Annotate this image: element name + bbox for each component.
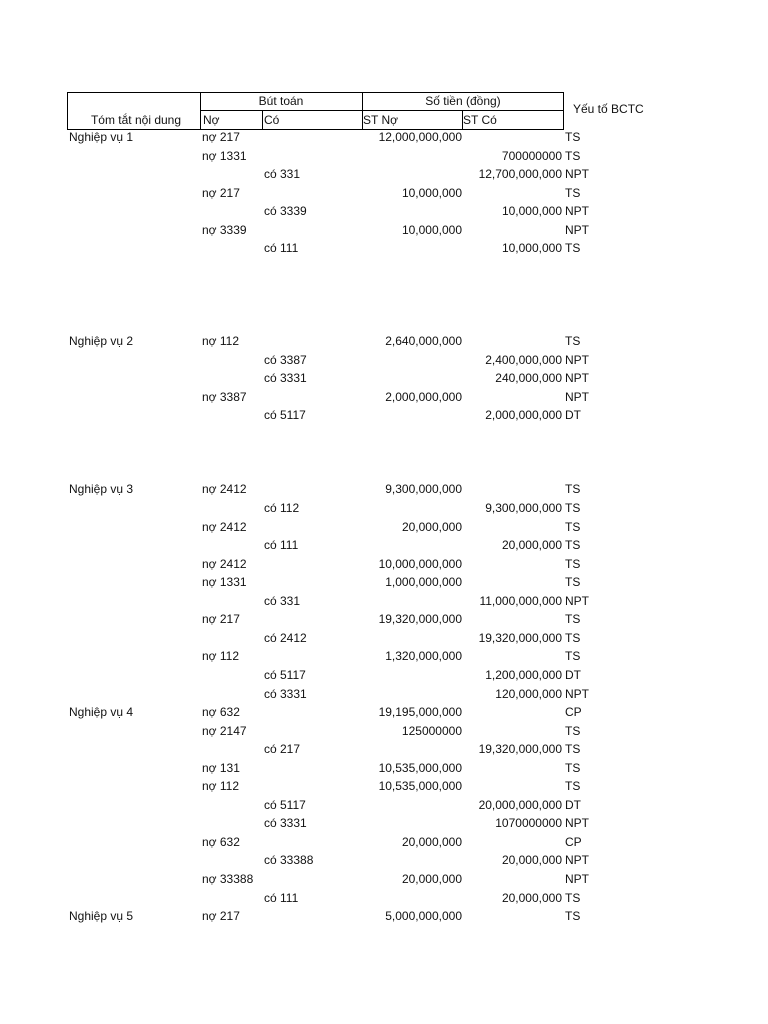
- credit-account: có 112: [264, 501, 300, 515]
- table-row: [0, 388, 768, 407]
- table-row: [0, 777, 768, 796]
- table-row: [0, 555, 768, 574]
- table-row: [0, 221, 768, 240]
- debit-account: nợ 217: [202, 185, 240, 200]
- debit-amount: 1,000,000,000: [385, 575, 462, 590]
- credit-amount: 9,300,000,000: [485, 501, 562, 515]
- table-row: [0, 796, 768, 815]
- statement-element: CP: [565, 705, 582, 720]
- credit-account: có 331: [264, 593, 301, 608]
- statement-element: NPT: [565, 352, 589, 367]
- statement-element: TS: [565, 723, 581, 738]
- statement-element: TS: [565, 185, 581, 200]
- statement-element: TS: [565, 538, 581, 553]
- debit-amount: 19,195,000,000: [378, 705, 462, 720]
- debit-account: nợ 112: [202, 779, 240, 794]
- table-row: [0, 610, 768, 629]
- credit-amount: 19,320,000,000: [478, 742, 562, 757]
- credit-account: có 3331: [264, 816, 307, 831]
- table-row: [0, 184, 768, 203]
- credit-account: có 331: [264, 167, 301, 182]
- header-element: Yếu tố BCTC: [573, 102, 644, 116]
- credit-amount: 1070000000: [495, 816, 562, 831]
- header-subdivider: [200, 110, 564, 111]
- statement-element: NPT: [565, 204, 589, 219]
- table-row: [0, 480, 768, 499]
- table-row: [0, 351, 768, 370]
- table-row: [0, 907, 768, 926]
- statement-element: CP: [565, 834, 582, 849]
- debit-account: nợ 3387: [202, 389, 247, 404]
- statement-element: DT: [565, 667, 581, 682]
- table-row: [0, 814, 768, 833]
- table-row: [0, 870, 768, 889]
- table-row: [0, 647, 768, 666]
- table-row: [0, 425, 768, 444]
- statement-element: DT: [565, 408, 581, 423]
- credit-amount: 20,000,000: [501, 538, 562, 553]
- statement-element: NPT: [565, 167, 589, 182]
- debit-account: nợ 1331: [202, 575, 247, 590]
- credit-amount: 240,000,000: [495, 371, 562, 386]
- statement-element: NPT: [565, 371, 589, 386]
- header-divider: [262, 110, 263, 130]
- debit-account: nợ 632: [202, 834, 240, 849]
- table-row: [0, 592, 768, 611]
- table-row: [0, 499, 768, 518]
- operation-label: Nghiệp vụ 1: [69, 130, 134, 144]
- credit-account: có 5117: [264, 667, 306, 682]
- credit-account: có 5117: [264, 797, 306, 812]
- statement-element: TS: [565, 649, 581, 664]
- table-row: [0, 276, 768, 295]
- table-row: [0, 833, 768, 852]
- table-row: [0, 889, 768, 908]
- credit-amount: 20,000,000: [501, 853, 562, 868]
- credit-amount: 20,000,000: [501, 890, 562, 905]
- table-row: [0, 239, 768, 258]
- debit-amount: 10,000,000: [401, 222, 462, 237]
- debit-amount: 20,000,000: [401, 519, 462, 534]
- header-amount-group: Số tiền (đồng): [425, 94, 501, 108]
- header-summary: Tóm tắt nội dung: [90, 113, 182, 127]
- debit-account: nợ 33388: [202, 872, 254, 886]
- debit-account: nợ 112: [202, 334, 240, 349]
- table-row: [0, 722, 768, 741]
- header-amount-debit: ST Nợ: [363, 113, 398, 127]
- table-row: [0, 314, 768, 333]
- statement-element: NPT: [565, 222, 589, 237]
- header-entry-group: Bút toán: [258, 94, 304, 108]
- statement-element: TS: [565, 779, 581, 794]
- table-row: [0, 518, 768, 537]
- debit-amount: 2,000,000,000: [385, 389, 462, 404]
- table-row: [0, 851, 768, 870]
- table-row: [0, 666, 768, 685]
- credit-amount: 2,000,000,000: [485, 408, 562, 423]
- debit-amount: 1,320,000,000: [385, 649, 462, 664]
- credit-amount: 10,000,000: [501, 241, 562, 256]
- table-row: [0, 536, 768, 555]
- statement-element: NPT: [565, 853, 589, 868]
- credit-amount: 12,700,000,000: [478, 167, 562, 182]
- debit-amount: 125000000: [401, 723, 462, 738]
- debit-amount: 9,300,000,000: [385, 482, 462, 497]
- statement-element: TS: [565, 241, 581, 256]
- statement-element: TS: [565, 742, 581, 757]
- debit-amount: 10,000,000: [401, 185, 462, 200]
- table-row: [0, 258, 768, 277]
- debit-account: nợ 131: [202, 760, 240, 775]
- operation-label: Nghiệp vụ 5: [69, 909, 134, 924]
- debit-amount: 12,000,000,000: [378, 130, 462, 144]
- debit-amount: 10,535,000,000: [378, 760, 462, 775]
- debit-account: nợ 217: [202, 612, 240, 627]
- statement-element: NPT: [565, 593, 589, 608]
- statement-element: TS: [565, 334, 581, 349]
- statement-element: TS: [565, 909, 581, 924]
- statement-element: DT: [565, 797, 581, 812]
- debit-amount: 19,320,000,000: [378, 612, 462, 627]
- statement-element: TS: [565, 630, 581, 645]
- credit-amount: 700000000: [501, 148, 562, 163]
- debit-amount: 20,000,000: [401, 872, 462, 886]
- header-credit: Có: [264, 113, 280, 127]
- debit-account: nợ 632: [202, 705, 240, 720]
- statement-element: TS: [565, 575, 581, 590]
- credit-account: có 3331: [264, 371, 307, 386]
- debit-account: nợ 217: [202, 130, 240, 144]
- table-row: [0, 462, 768, 481]
- table-row: [0, 369, 768, 388]
- credit-account: có 3339: [264, 204, 307, 219]
- statement-element: NPT: [565, 686, 589, 701]
- table-row: [0, 573, 768, 592]
- debit-account: nợ 217: [202, 909, 240, 924]
- table-row: [0, 295, 768, 314]
- header-amount-credit: ST Có: [463, 113, 497, 127]
- statement-element: TS: [565, 890, 581, 905]
- debit-account: nợ 2147: [202, 723, 247, 738]
- credit-amount: 19,320,000,000: [478, 630, 562, 645]
- statement-element: TS: [565, 130, 581, 144]
- credit-account: có 111: [264, 890, 299, 905]
- statement-element: NPT: [565, 872, 589, 886]
- debit-account: nợ 2412: [202, 556, 247, 571]
- credit-account: có 3387: [264, 352, 307, 367]
- statement-element: NPT: [565, 816, 589, 831]
- debit-account: nợ 2412: [202, 519, 247, 534]
- credit-account: có 5117: [264, 408, 306, 423]
- table-row: [0, 740, 768, 759]
- table-row: [0, 128, 768, 147]
- debit-account: nợ 2412: [202, 482, 247, 497]
- table-row: [0, 685, 768, 704]
- statement-element: TS: [565, 482, 581, 497]
- credit-amount: 11,000,000,000: [479, 593, 562, 608]
- statement-element: TS: [565, 148, 581, 163]
- table-row: [0, 443, 768, 462]
- operation-label: Nghiệp vụ 3: [69, 482, 134, 497]
- statement-element: TS: [565, 612, 581, 627]
- operation-label: Nghiệp vụ 4: [69, 705, 134, 720]
- debit-amount: 2,640,000,000: [385, 334, 462, 349]
- credit-account: có 217: [264, 742, 301, 757]
- debit-amount: 20,000,000: [401, 834, 462, 849]
- table-row: [0, 406, 768, 425]
- table-row: [0, 629, 768, 648]
- credit-amount: 2,400,000,000: [485, 352, 562, 367]
- credit-account: có 111: [264, 241, 299, 256]
- debit-account: nợ 112: [202, 649, 240, 664]
- statement-element: TS: [565, 760, 581, 775]
- table-row: [0, 703, 768, 722]
- table-row: [0, 332, 768, 351]
- header-debit: Nợ: [203, 113, 220, 127]
- debit-account: nợ 3339: [202, 222, 247, 237]
- debit-amount: 5,000,000,000: [385, 909, 462, 924]
- statement-element: NPT: [565, 389, 589, 404]
- credit-amount: 10,000,000: [501, 204, 562, 219]
- credit-account: có 2412: [264, 630, 307, 645]
- debit-amount: 10,000,000,000: [378, 556, 462, 571]
- credit-amount: 1,200,000,000: [485, 667, 562, 682]
- table-row: [0, 202, 768, 221]
- credit-amount: 120,000,000: [495, 686, 562, 701]
- credit-account: có 111: [264, 538, 299, 553]
- debit-account: nợ 1331: [202, 148, 247, 163]
- operation-label: Nghiệp vụ 2: [69, 334, 134, 349]
- credit-account: có 33388: [264, 853, 314, 868]
- statement-element: TS: [565, 556, 581, 571]
- statement-element: TS: [565, 501, 581, 515]
- table-row: [0, 165, 768, 184]
- statement-element: TS: [565, 519, 581, 534]
- table-row: [0, 759, 768, 778]
- table-row: [0, 147, 768, 166]
- debit-amount: 10,535,000,000: [378, 779, 462, 794]
- credit-amount: 20,000,000,000: [478, 797, 562, 812]
- credit-account: có 3331: [264, 686, 307, 701]
